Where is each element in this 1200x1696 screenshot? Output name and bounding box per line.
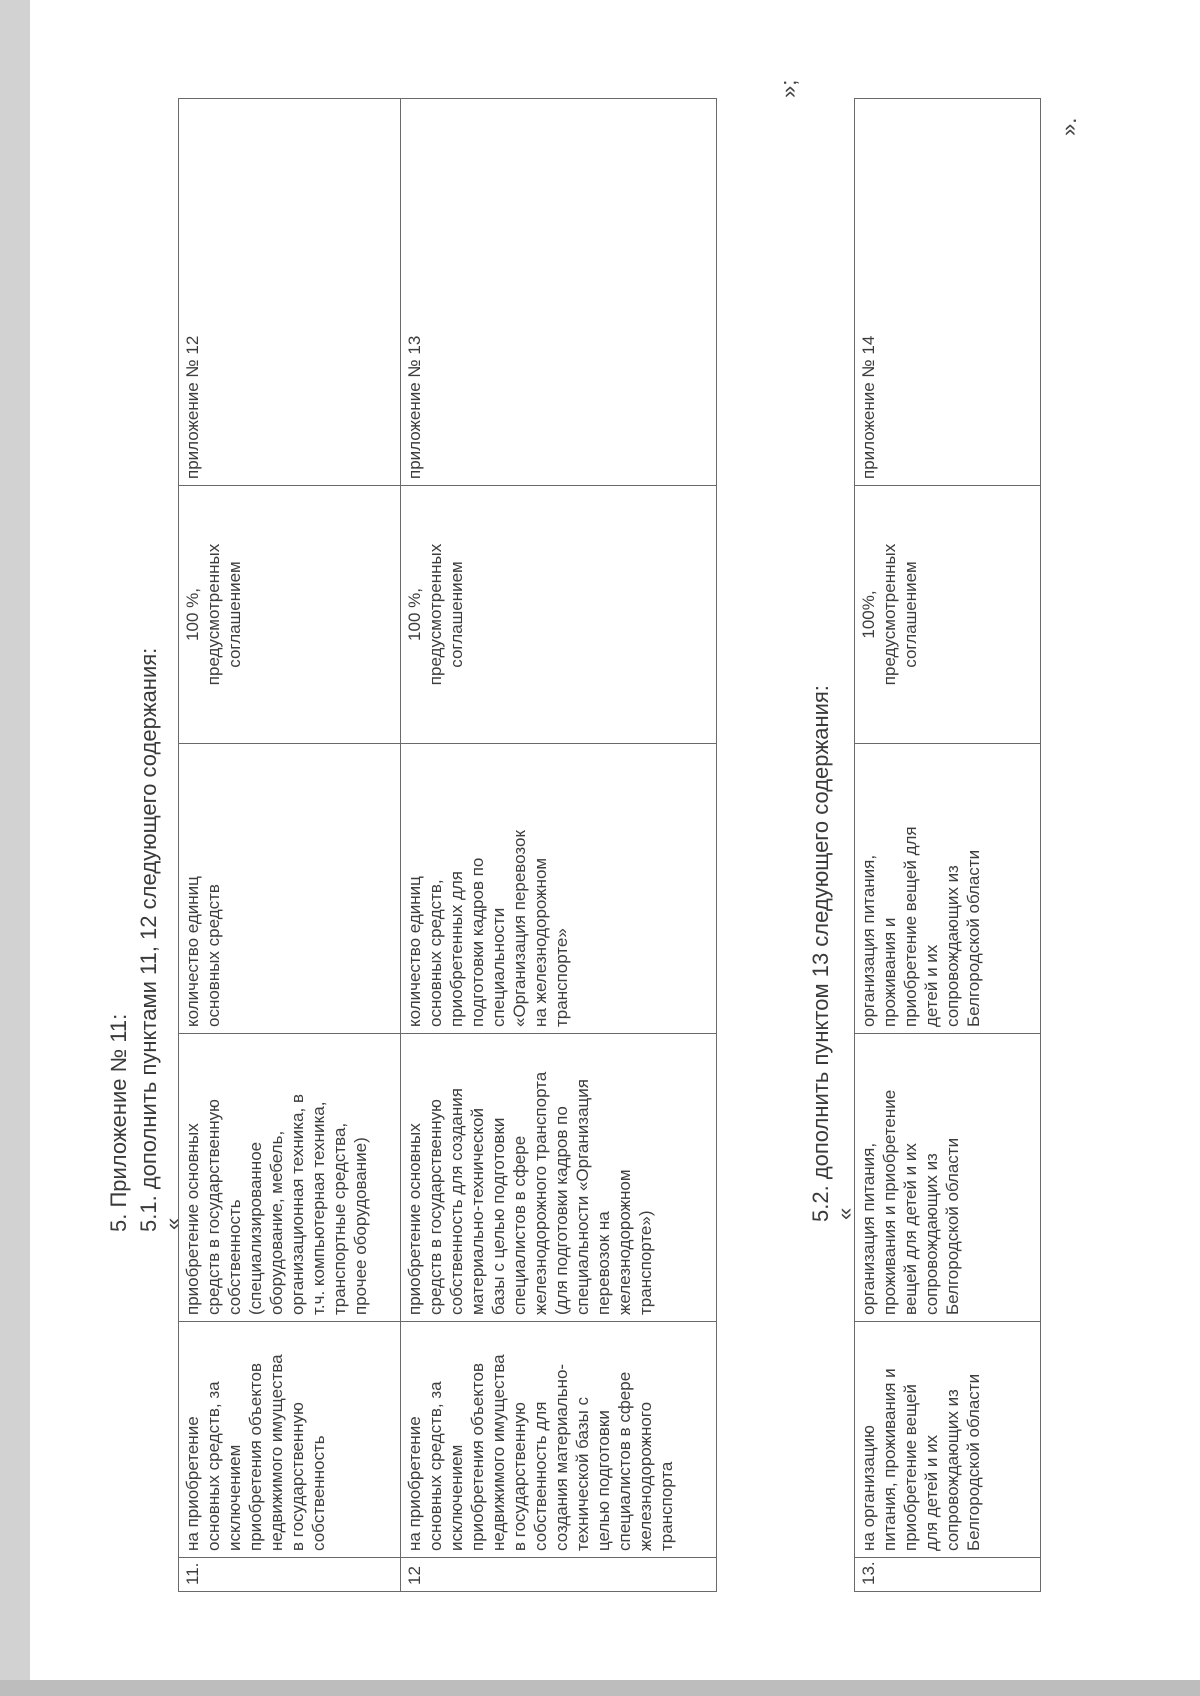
row-number: 13. (855, 1558, 1041, 1592)
cell-appendix: приложение № 12 (179, 99, 401, 486)
table-row (179, 99, 401, 1592)
cell-purpose: на организацию питания, проживания и приобретение вещей для детей и их сопровождающих из Белгородской области (855, 1322, 1041, 1558)
cell-direction: приобретение основных средств в государственную собственность для создания материально-технической базы с целью подготовки специалистов в сфере железнодорожного транспорта (для подготовки кадров по специальности «Организация перевозок на железнодорожном транспорте») (401, 1034, 717, 1322)
cell-appendix: приложение № 14 (855, 99, 1041, 486)
cell-indicator: организация питания, проживания и приобретение вещей для детей и их сопровождающих из Белгородской области (855, 744, 1041, 1034)
cell-appendix: приложение № 13 (401, 99, 717, 486)
appendix-heading: 5. Приложение № 11: (106, 1013, 131, 1232)
open-quote-1: « (160, 1217, 185, 1230)
cell-direction: организация питания, проживания и приобретение вещей для детей и их сопровождающих из Белгородской области (855, 1034, 1041, 1322)
table-row (855, 99, 1041, 1592)
cell-indicator: количество единиц основных средств (179, 744, 401, 1034)
cell-value: 100 %, предусмотренных соглашением (401, 486, 717, 744)
cell-purpose: на приобретение основных средств, за исключением приобретения объектов недвижимого имущества в государственную собственность (179, 1322, 401, 1558)
row-number: 12 (401, 1558, 717, 1592)
row-number: 11. (179, 1558, 401, 1592)
open-quote-2: « (832, 1207, 857, 1220)
table-row (401, 99, 717, 1592)
cell-direction: приобретение основных средств в государственную собственность (специализированное оборудование, мебель, организационная техника, в т.ч. компьютерная техника, транспортные средства, прочее оборудование) (179, 1034, 401, 1322)
cell-value: 100%, предусмотренных соглашением (855, 486, 1041, 744)
section-5-2-heading: 5.2. дополнить пунктом 13 следующего содержания: (808, 685, 833, 1222)
cell-purpose: на приобретение основных средств, за исключением приобретения объектов недвижимого имущества в государственную собственность для создания материально- технической базы с целью подготовки специалистов в сфере железнодорожного транспорта (401, 1322, 717, 1558)
close-quote-2: ». (1056, 117, 1081, 136)
table-items-11-12 (178, 98, 717, 1592)
cell-value: 100 %, предусмотренных соглашением (179, 486, 401, 744)
table-item-13 (854, 98, 1041, 1592)
close-quote-1: »; (776, 79, 801, 98)
cell-indicator: количество единиц основных средств, приобретенных для подготовки кадров по специальности «Организация перевозок на железнодорожном транспорте» (401, 744, 717, 1034)
section-5-1-heading: 5.1. дополнить пунктами 11, 12 следующего содержания: (136, 647, 161, 1232)
